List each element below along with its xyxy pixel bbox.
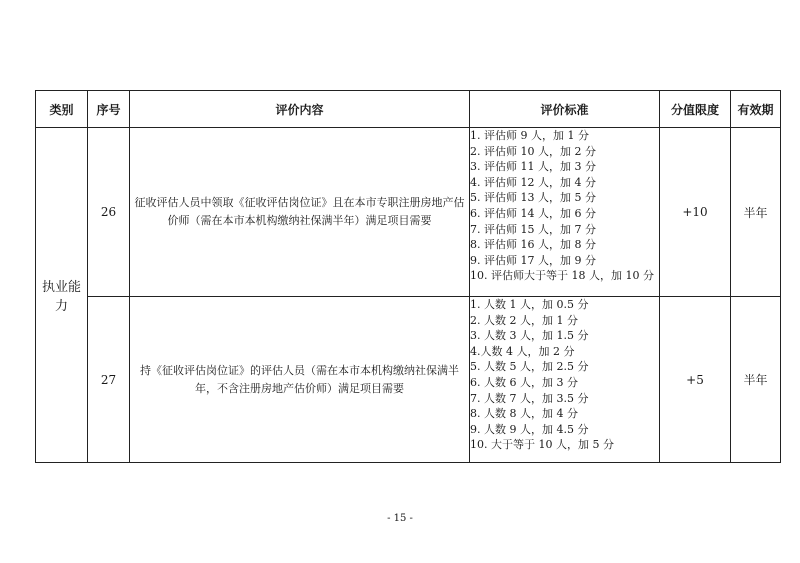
criteria-line: 8. 人数 8 人，加 4 分: [470, 407, 578, 421]
criteria-line: 5. 人数 5 人，加 2.5 分: [470, 360, 589, 374]
limit-cell: +10: [660, 128, 731, 297]
criteria-line: 8. 评估师 16 人，加 8 分: [470, 238, 596, 252]
content-cell: 持《征收评估岗位证》的评估人员（需在本市本机构缴纳社保满半年，不含注册房地产估价师）满足项目需要: [130, 297, 470, 463]
page-number: - 15 -: [387, 513, 413, 524]
header-seq: 序号: [88, 91, 130, 128]
criteria-line: 10. 评估师大于等于 18 人，加 10 分: [470, 269, 654, 283]
category-cell: 执业能力: [36, 128, 88, 463]
criteria-line: 4.人数 4 人，加 2 分: [470, 344, 575, 358]
header-limit: 分值限度: [660, 91, 731, 128]
seq-cell: 27: [88, 297, 130, 463]
criteria-line: 1. 评估师 9 人，加 1 分: [470, 129, 589, 142]
criteria-line: 9. 评估师 17 人，加 9 分: [470, 253, 596, 267]
table-row: [36, 297, 781, 463]
table-row: [36, 128, 781, 297]
criteria-line: 3. 人数 3 人，加 1.5 分: [470, 329, 589, 343]
criteria-line: 3. 评估师 11 人，加 3 分: [470, 160, 596, 174]
criteria-line: 7. 评估师 15 人，加 7 分: [470, 222, 596, 236]
header-category: 类别: [36, 91, 88, 128]
header-criteria: 评价标准: [470, 91, 660, 128]
validity-cell: 半年: [731, 297, 781, 463]
criteria-line: 2. 人数 2 人，加 1 分: [470, 313, 578, 327]
criteria-line: 2. 评估师 10 人，加 2 分: [470, 144, 596, 158]
content-cell: 征收评估人员中领取《征收评估岗位证》且在本市专职注册房地产估价师（需在本市本机构缴纳社保满半年）满足项目需要: [130, 128, 470, 297]
criteria-line: 10. 大于等于 10 人，加 5 分: [470, 438, 614, 452]
table-header-row: [36, 91, 781, 128]
seq-cell: 26: [88, 128, 130, 297]
criteria-line: 4. 评估师 12 人，加 4 分: [470, 175, 596, 189]
criteria-cell: [470, 297, 660, 463]
limit-cell: +5: [660, 297, 731, 463]
criteria-line: 6. 评估师 14 人，加 6 分: [470, 206, 596, 220]
criteria-line: 6. 人数 6 人，加 3 分: [470, 375, 578, 389]
criteria-line: 7. 人数 7 人，加 3.5 分: [470, 391, 589, 405]
scoring-table: [35, 90, 781, 463]
criteria-line: 1. 人数 1 人，加 0.5 分: [470, 298, 589, 311]
header-content: 评价内容: [130, 91, 470, 128]
criteria-line: 9. 人数 9 人，加 4.5 分: [470, 422, 589, 436]
header-validity: 有效期: [731, 91, 781, 128]
criteria-line: 5. 评估师 13 人，加 5 分: [470, 191, 596, 205]
criteria-cell: [470, 128, 660, 297]
validity-cell: 半年: [731, 128, 781, 297]
